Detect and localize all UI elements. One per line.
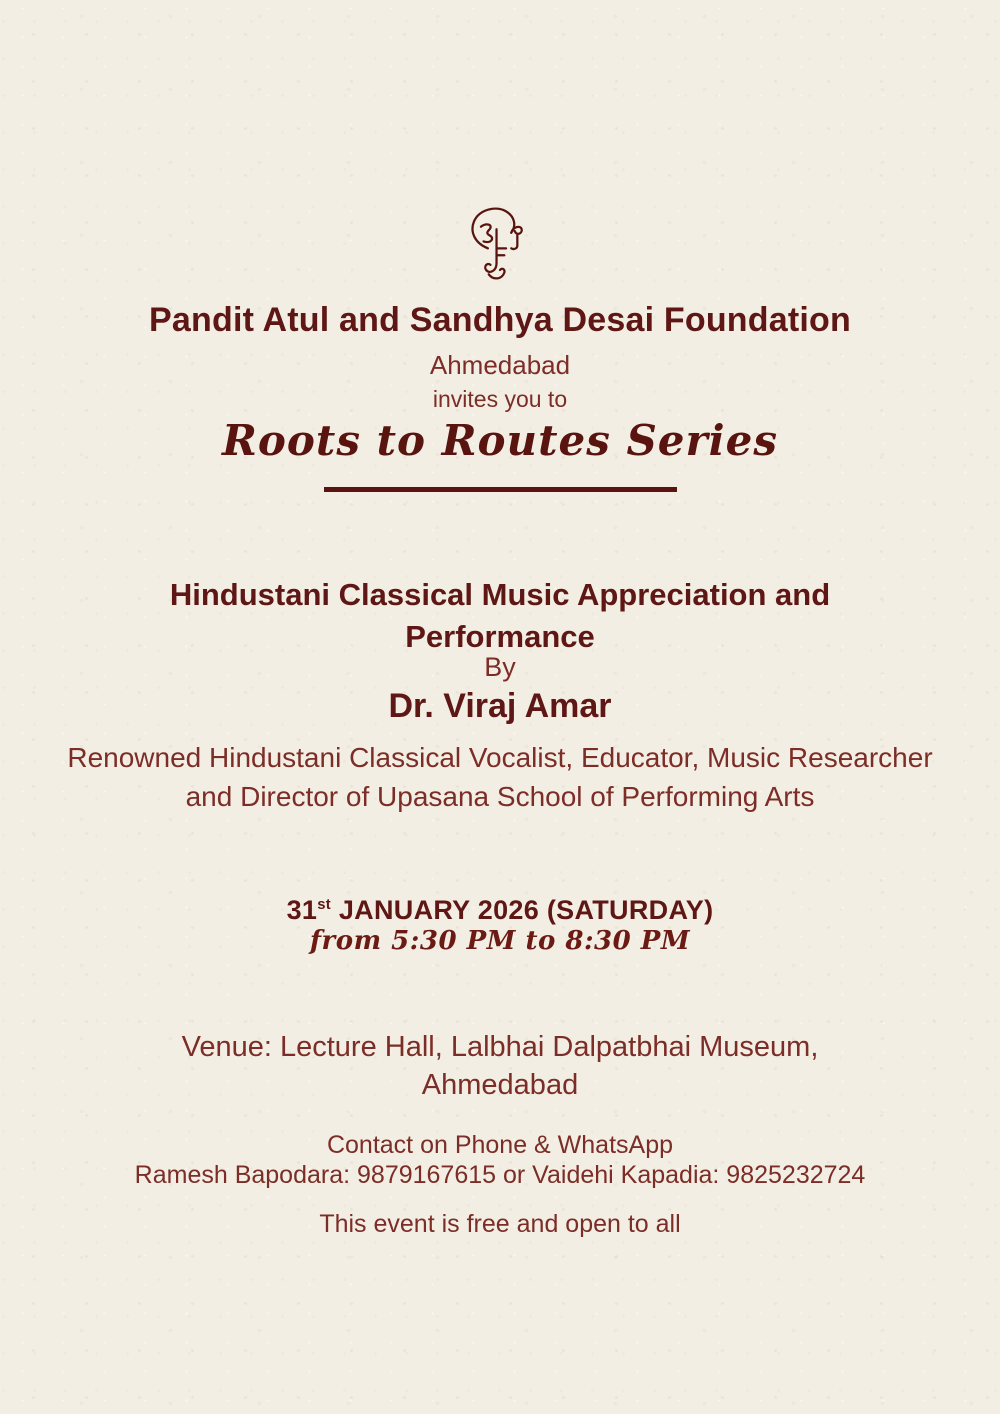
speaker-description: Renowned Hindustani Classical Vocalist, Educator, Music Researcher and Director of Upasana School of Performing Arts [67, 742, 933, 813]
contact-heading: Contact on Phone & WhatsApp [326, 1131, 674, 1159]
foundation-monogram-icon [0, 196, 1000, 297]
date-ordinal: st [317, 897, 332, 913]
speaker-name: Dr. Viraj Amar [388, 687, 612, 725]
title-divider [324, 487, 677, 492]
venue-text: Venue: Lecture Hall, Lalbhai Dalpatbhai Museum, Ahmedabad [181, 1031, 819, 1102]
event-time: from 5:30 PM to 8:30 PM [309, 926, 691, 956]
invite-line: invites you to [432, 386, 568, 412]
date-day: 31 [286, 895, 318, 925]
foundation-city: Ahmedabad [429, 350, 571, 380]
event-date [0, 895, 1000, 926]
admission-note: This event is free and open to all [319, 1210, 681, 1238]
event-title: Hindustani Classical Music Appreciation and Performance [169, 577, 831, 655]
foundation-name: Pandit Atul and Sandhya Desai Foundation [149, 301, 851, 339]
date-rest: JANUARY 2026 (SATURDAY) [331, 895, 714, 925]
by-label: By [484, 652, 516, 682]
series-title: Roots to Routes Series [222, 416, 778, 465]
contact-details: Ramesh Bapodara: 9879167615 or Vaidehi Kapadia: 9825232724 [134, 1161, 866, 1189]
